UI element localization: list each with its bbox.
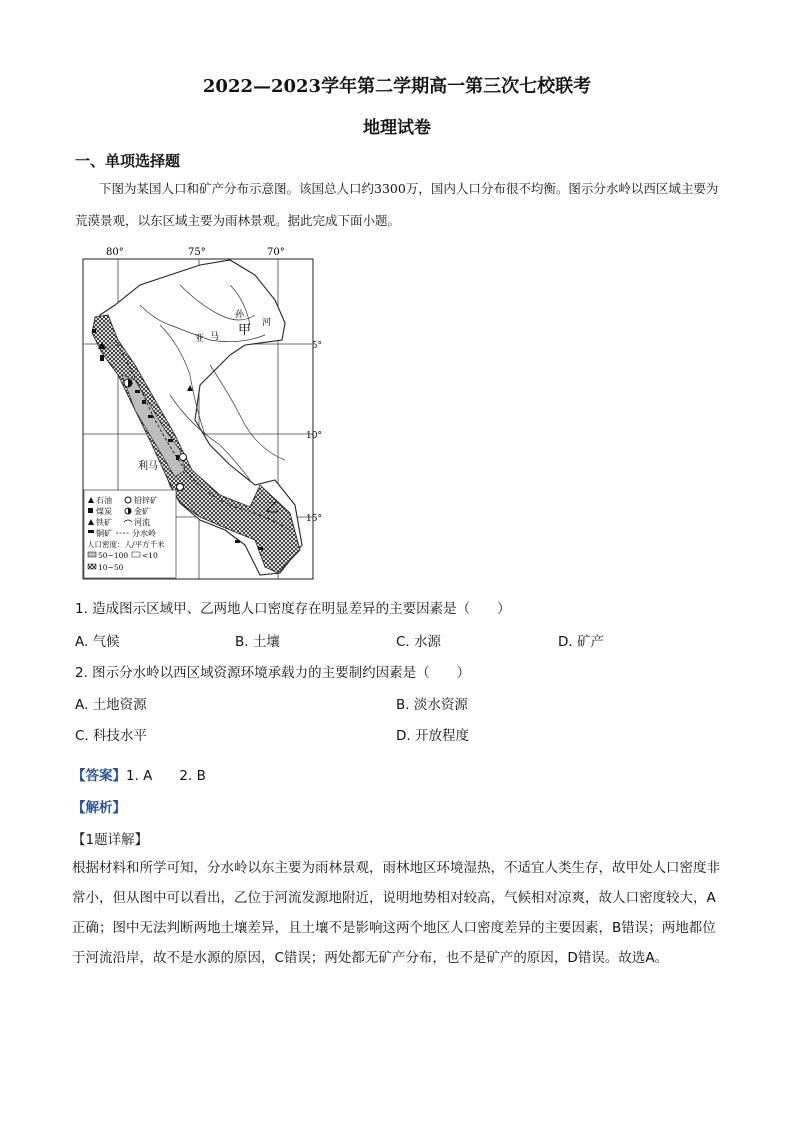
copper-icon [88,530,94,533]
legend-d3: 10~50 [98,563,124,572]
legend-d2: <10 [142,551,158,560]
legend-oil: 石油 [96,496,112,505]
legend-coal: 煤炭 [96,507,112,516]
river-label: 亚 [195,334,205,344]
density-swatch [132,552,140,557]
question-2-option-c[interactable]: C. 科技水平 [75,728,148,744]
place-label-jia: 甲 [238,323,252,338]
detail-paragraph: 根据材料和所学可知，分水岭以东主要为雨林景观，雨林地区环境湿热，不适宜人类生存，故甲处人口密度非常小，但从图中可以看出，乙位于河流发源地附近，说明地势相对较高，气候相对凉爽，故人口密度较大，A正确；图中无法判断两地土壤差异，且土壤不是影响这两个地区人口密度差异的主要因素，B错误；两地都位于河流沿岸，故不是水源的原因，C错误；两处都无矿产分布，也不是矿产的原因，D错误。故选A。 [72,860,720,966]
river-label: 孙 [235,310,245,320]
question-2-option-d[interactable]: D. 开放程度 [396,728,469,744]
lat-label: 5° [311,341,322,351]
density-swatch [88,552,96,557]
coal-marker [92,329,96,333]
question-intro: 下图为某国人口和矿产分布示意图。该国总人口约3300万，国内人口分布很不均衡。图示分水岭以西区域主要为荒漠景观，以东区域主要为雨林景观。据此完成下面小题。 [75,181,719,228]
answer-label: 【答案】 [72,768,126,784]
legend-d1: 50~100 [98,551,129,560]
legend-iron: 铁矿 [96,518,112,527]
lat-label: 10° [306,431,322,441]
question-2-option-b[interactable]: B. 淡水资源 [396,697,468,713]
legend-leadzinc: 铅锌矿 [134,496,158,505]
iron-marker [176,455,179,460]
legend-river: 河流 [134,518,150,527]
copper-marker [168,439,173,442]
question-1-stem: 1. 造成图示区域甲、乙两地人口密度存在明显差异的主要因素是（ ） [75,601,511,617]
page-title: 2022—2023学年第二学期高一第三次七校联考 [202,76,592,97]
copper-marker [148,415,153,418]
question-2-option-a[interactable]: A. 土地资源 [75,697,147,713]
copper-marker [135,390,140,393]
leadzinc-marker [177,484,184,491]
page-subtitle: 地理试卷 [363,118,431,138]
lon-label: 80° [106,247,124,258]
population-mineral-map [80,245,320,585]
legend-gold: 金矿 [134,507,150,516]
section-heading: 一、单项选择题 [75,152,181,170]
lat-label: 15° [306,514,322,524]
legend-copper: 铜矿 [96,529,112,538]
question-1-option-a[interactable]: A. 气候 [75,634,120,650]
place-label-yi: 乙 [266,501,280,516]
analysis-heading [72,796,126,816]
copper-marker [235,540,240,543]
coal-icon [88,508,93,513]
question-1-option-b[interactable]: B. 土壤 [235,634,280,650]
lon-label: 75° [188,247,206,258]
lon-label: 70° [267,247,285,258]
question-1-option-d[interactable]: D. 矿产 [558,634,604,650]
detail-heading: 【1题详解】 [72,832,149,848]
legend-density-title: 人口密度：人/平方千米 [87,540,165,549]
legend-divide: 分水岭 [132,529,156,538]
leadzinc-icon [125,497,131,503]
analysis-label: 【解析】 [72,800,126,816]
copper-marker [258,547,263,550]
question-1-option-c[interactable]: C. 水源 [396,634,442,650]
answer-line [72,764,206,784]
density-swatch [88,564,96,569]
leadzinc-marker [180,454,187,461]
question-2-stem: 2. 图示分水岭以西区域资源环境承载力的主要制约因素是（ ） [75,665,471,681]
coal-marker [142,400,146,404]
place-label-lima: 利马 [138,461,158,472]
river-label: 马 [210,332,220,342]
coal-marker [100,355,104,361]
answer-text: 1. A 2. B [126,768,206,784]
river-label: 河 [262,318,272,328]
